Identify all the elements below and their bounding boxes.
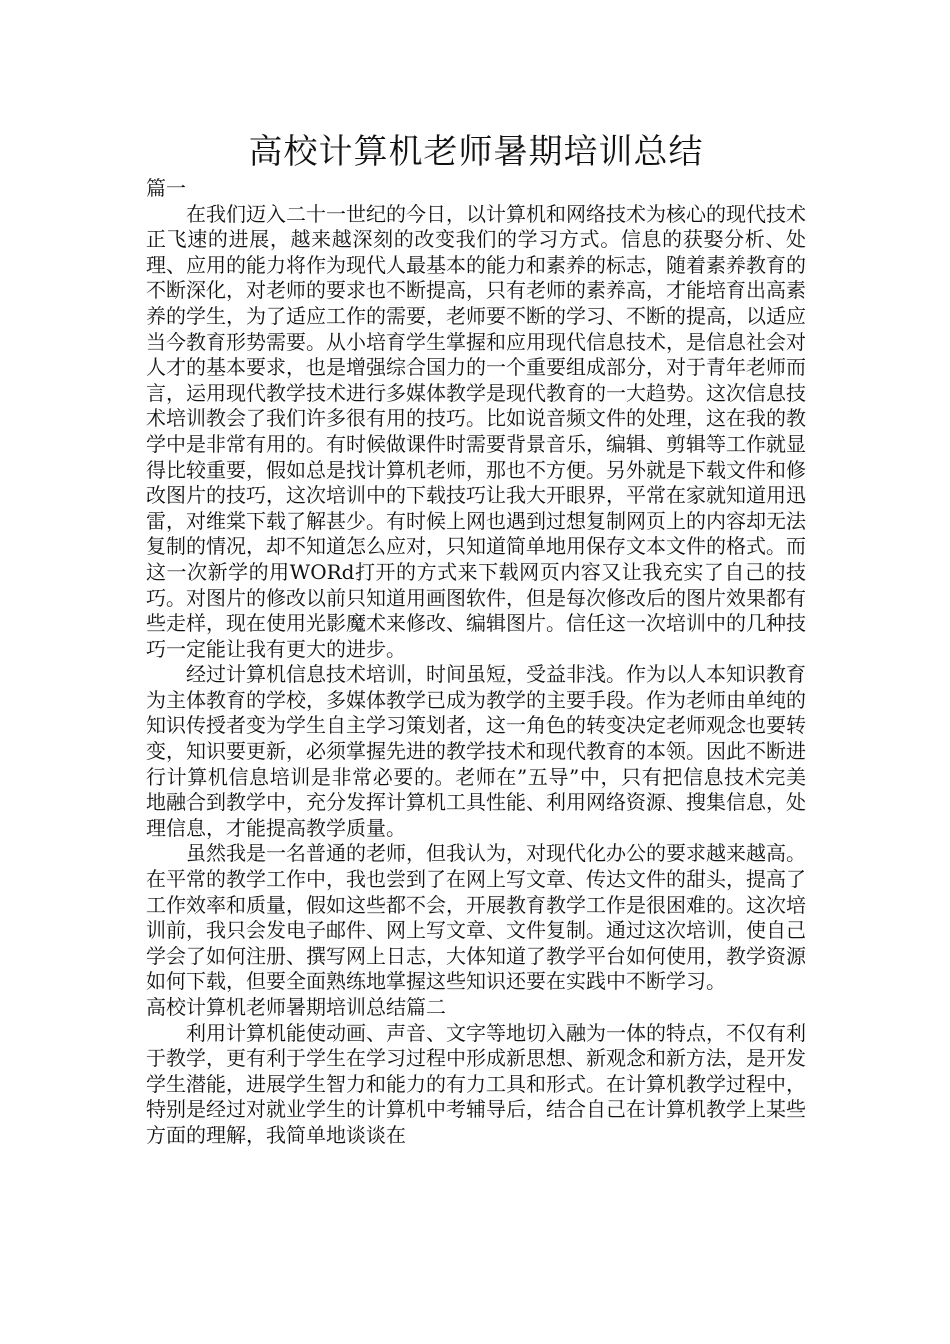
- paragraph-4: 利用计算机能使动画、声音、文字等地切入融为一体的特点，不仅有利于教学，更有利于学生在学习过程中形成新思想、新观念和新方法，是开发学生潜能，进展学生智力和能力的有力工具和形式。在计算机教学过程中，特别是经过对就业学生的计算机中考辅导后，结合自己在计算机教学上某些方面的理解，我简单地谈谈在: [146, 1020, 806, 1147]
- paragraph-1: 在我们迈入二十一世纪的今日，以计算机和网络技术为核心的现代技术正飞速的进展，越来越深刻的改变我们的学习方式。信息的获娶分析、处理、应用的能力将作为现代人最基本的能力和素养的标志，随着素养教育的不断深化，对老师的要求也不断提高，只有老师的素养高，才能培育出高素养的学生，为了适应工作的需要，老师要不断的学习、不断的提高，以适应当今教育形势需要。从小培育学生掌握和应用现代信息技术，是信息社会对人才的基本要求，也是增强综合国力的一个重要组成部分，对于青年老师而言，运用现代教学技术进行多媒体教学是现代教育的一大趋势。这次信息技术培训教会了我们许多很有用的技巧。比如说音频文件的处理，这在我的教学中是非常有用的。有时候做课件时需要背景音乐，编辑、剪辑等工作就显得比较重要，假如总是找计算机老师，那也不方便。另外就是下载文件和修改图片的技巧，这次培训中的下载技巧让我大开眼界，平常在家就知道用迅雷，对维棠下载了解甚少。有时候上网也遇到过想复制网页上的内容却无法复制的情况，却不知道怎么应对，只知道简单地用保存文本文件的格式。而这一次新学的用WORd打开的方式来下载网页内容又让我充实了自己的技巧。对图片的修改以前只知道用画图软件，但是每次修改后的图片效果都有些走样，现在使用光影魔术来修改、编辑图片。信任这一次培训中的几种技巧一定能让我有更大的进步。: [146, 201, 806, 661]
- document-page: [146, 128, 806, 1149]
- section-label-2: 高校计算机老师暑期培训总结篇二: [146, 995, 446, 1019]
- paragraph-2: 经过计算机信息技术培训，时间虽短，受益非浅。作为以人本知识教育为主体教育的学校，多媒体教学已成为教学的主要手段。作为老师由单纯的知识传授者变为学生自主学习策划者，这一角色的转变决定老师观念也要转变，知识要更新，必须掌握先进的教学技术和现代教育的本领。因此不断进行计算机信息培训是非常必要的。老师在”五导”中，只有把信息技术完美地融合到教学中，充分发挥计算机工具性能、利用网络资源、搜集信息，处理信息，才能提高教学质量。: [146, 662, 806, 840]
- paragraph-3: 虽然我是一名普通的老师，但我认为，对现代化办公的要求越来越高。在平常的教学工作中，我也尝到了在网上写文章、传达文件的甜头，提高了工作效率和质量，假如这些都不会，开展教育教学工作是很困难的。这次培训前，我只会发电子邮件、网上写文章、文件复制。通过这次培训，使自己学会了如何注册、撰写网上日志，大体知道了教学平台如何使用，教学资源如何下载，但要全面熟练地掌握这些知识还要在实践中不断学习。: [146, 841, 806, 994]
- document-title: 高校计算机老师暑期培训总结: [248, 132, 704, 172]
- section-label-1: 篇一: [146, 176, 186, 200]
